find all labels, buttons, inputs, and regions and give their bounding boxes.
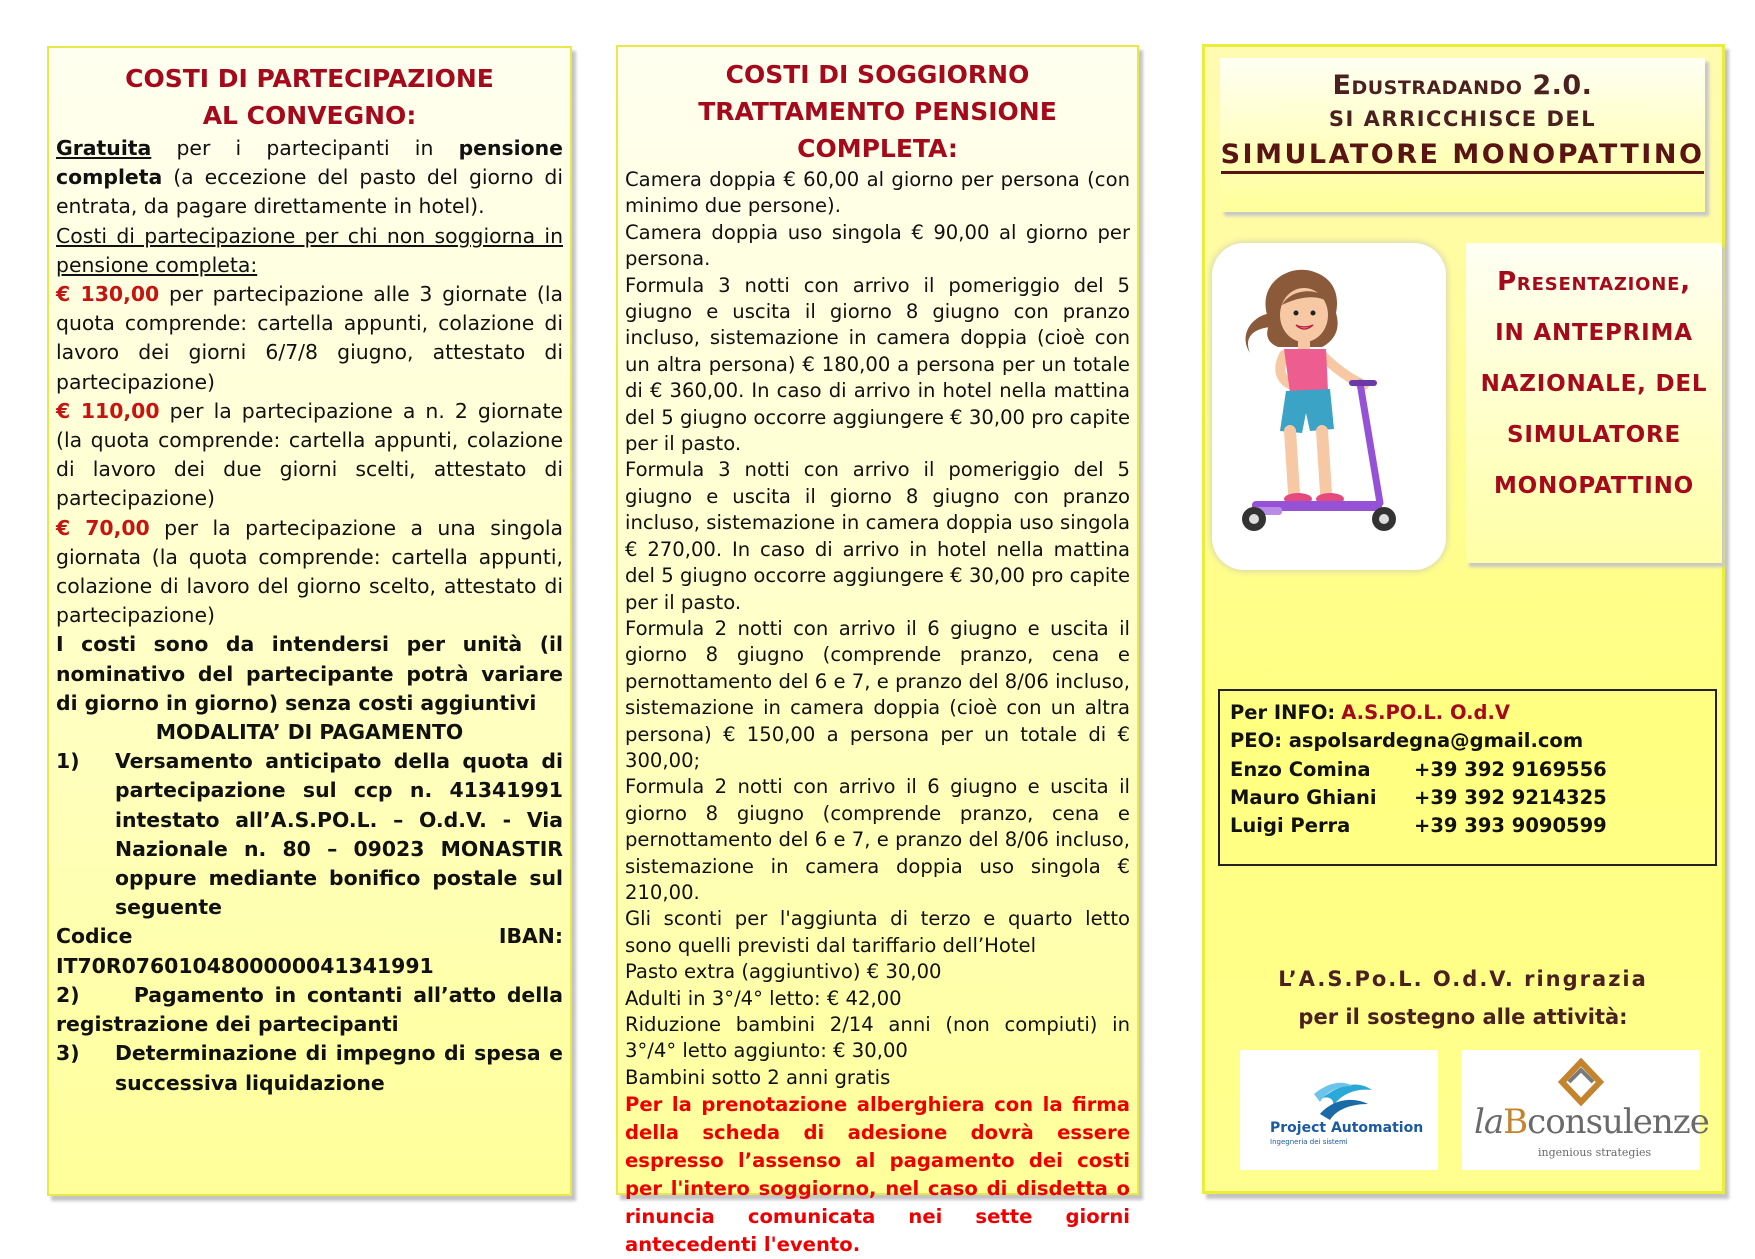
labconsulenze-logo[interactable]	[1462, 1050, 1709, 1170]
title-simulatore: SIMULATORE MONOPATTINO	[1221, 139, 1705, 174]
paragraph-gratuita	[56, 134, 563, 222]
lodging-line: Formula 3 notti con arrivo il pomeriggio del 5 giugno e uscita il giorno 8 giugno con pranzo incluso, sistemazione in camera doppia (cioè con un altra persona) € 180,00 a persona per un totale di € 360,00. In caso di arrivo in hotel nella mattina del 5 giugno occorre aggiungere € 30,00 pro capite per il pasto.	[625, 273, 1130, 456]
contact-name: Luigi Perra	[1230, 814, 1351, 838]
contact-name: Mauro Ghiani	[1230, 785, 1377, 809]
lodging-line: Camera doppia € 60,00 al giorno per persona (con minimo due persone).	[625, 168, 1130, 218]
lodging-line: Riduzione bambini 2/14 anni (non compiuti) in 3°/4° letto aggiunto: € 30,00	[625, 1013, 1130, 1063]
thanks-text	[1213, 960, 1713, 1036]
price-description: per partecipazione alle 3 giornate (la quota comprende: cartella appunti, colazione di lavoro dei giorni 6/7/8 giugno, attestato di partecipazione)	[56, 282, 563, 394]
labconsulenze-diamond-icon	[1462, 1050, 1700, 1110]
lodging-line: Adulti in 3°/4° letto: € 42,00	[625, 986, 902, 1010]
info-line	[1230, 699, 1705, 727]
labconsulenze-name-c: consulenze	[1527, 1102, 1709, 1142]
iban-code: Codice IBAN: IT70R0760104800000041341991	[56, 924, 563, 978]
item-number: 3)	[56, 1041, 80, 1066]
panel-soggiorno	[616, 45, 1139, 1257]
heading-line-1: COSTI DI PARTECIPAZIONE	[125, 64, 494, 93]
thanks-line-2: per il sostegno alle attività:	[1298, 1005, 1628, 1029]
payment-item-2: 2) Pagamento in contanti all’atto della registrazione dei partecipanti	[56, 982, 571, 1037]
title-simulatore-wrap	[1220, 139, 1705, 174]
contact-phone[interactable]: +39 392 9214325	[1414, 785, 1607, 809]
contact-row	[1230, 784, 1705, 812]
price-value: € 130,00	[56, 282, 160, 307]
title-subtitle: SI ARRICCHISCE DEL	[1328, 107, 1597, 131]
peo-email[interactable]: PEO: aspolsardegna@gmail.com	[1230, 729, 1584, 753]
lodging-line: Formula 2 notti con arrivo il 6 giugno e uscita il giorno 8 giugno (comprende pranzo, cena e pernottamento del 6 e 7, e pranzo del 8/06 incluso, sistemazione in camera doppia uso singola € 210,00.	[625, 775, 1130, 904]
presentation-line: IN ANTEPRIMA	[1495, 320, 1693, 346]
info-label: Per INFO:	[1230, 701, 1336, 724]
price-2-days	[56, 397, 563, 514]
girl-scooter-icon	[1212, 243, 1446, 570]
gratuita-label: Gratuita	[56, 136, 152, 160]
price-description: per la partecipazione a una singola giornata (la quota comprende: cartella appunti, colazione di lavoro del giorno scelto, attestato di partecipazione)	[56, 515, 563, 628]
item-text: Determinazione di impegno di spesa e successiva liquidazione	[115, 1041, 563, 1095]
contact-phone[interactable]: +39 393 9090599	[1414, 814, 1607, 838]
gratuita-text-c: (a eccezione del pasto del giorno di entrata, da pagare direttamente in hotel).	[56, 165, 563, 219]
contact-phone[interactable]: +39 392 9169556	[1414, 757, 1607, 781]
heading-line-2: TRATTAMENTO PENSIONE COMPLETA:	[698, 97, 1057, 163]
heading-line-2: AL CONVEGNO:	[202, 101, 417, 130]
title-edustradando: Edustradando 2.0.	[1332, 70, 1593, 101]
lodging-line: Bambini sotto 2 anni gratis	[625, 1065, 891, 1089]
lodging-line: Camera doppia uso singola € 90,00 al giorno per persona.	[625, 220, 1130, 271]
project-automation-logo[interactable]	[1240, 1050, 1438, 1170]
item-number: 1)	[56, 749, 80, 774]
project-automation-swoosh-icon	[1240, 1050, 1438, 1170]
heading-costi-partecipazione	[56, 60, 563, 134]
lodging-list	[625, 167, 1130, 1091]
lodging-line: Formula 2 notti con arrivo il 6 giugno e uscita il giorno 8 giugno (comprende pranzo, cena e pernottamento del 6 e 7, e pranzo del 8/06 incluso, sistemazione in camera doppia (cioè con un altra persona) € 150,00 a persona per un totale di € 300,00;	[625, 616, 1130, 772]
contact-name: Enzo Comina	[1230, 757, 1371, 781]
contact-row	[1230, 756, 1705, 784]
paragraph-non-soggiorna: Costi di partecipazione per chi non soggiorna in pensione completa:	[56, 223, 563, 277]
presentation-line: Presentazione,	[1497, 267, 1691, 297]
item-text: Versamento anticipato della quota di partecipazione sul ccp n. 41341991 intestato all’A.S.PO.L. – O.d.V. - Via Nazionale n. 80 – 09023 MONASTIR oppure mediante bonifico postale sul seguente	[115, 749, 563, 920]
presentation-card	[1466, 243, 1722, 563]
payment-item-3	[56, 1039, 563, 1097]
panel-partecipazione	[47, 46, 572, 1196]
thanks-line-1: L’A.S.Po.L. O.d.V. ringrazia	[1278, 967, 1648, 991]
gratuita-text-b: pensione completa	[56, 136, 563, 190]
price-1-day	[56, 514, 563, 631]
price-value: € 110,00	[56, 398, 160, 423]
title-card	[1220, 58, 1705, 212]
lodging-line: Formula 3 notti con arrivo il pomeriggio del 5 giugno e uscita il giorno 8 giugno con pranzo incluso, sistemazione in camera doppia uso singola € 270,00. In caso di arrivo in hotel nella mattina del 5 giugno occorre aggiungere € 30,00 pro capite per il pasto.	[625, 458, 1130, 614]
heading-costi-soggiorno	[625, 56, 1130, 167]
labconsulenze-name-b: B	[1503, 1102, 1528, 1142]
labconsulenze-name	[1474, 1102, 1709, 1142]
labconsulenze-subtitle: ingenious strategies	[1538, 1146, 1652, 1159]
labconsulenze-name-a: la	[1474, 1102, 1504, 1142]
gratuita-text-a: per i partecipanti in	[151, 136, 459, 160]
lodging-line: Gli sconti per l'aggiunta di terzo e quarto letto sono quelli previsti dal tariffario dell’Hotel	[625, 907, 1130, 957]
info-org: A.S.PO.L. O.d.V	[1341, 701, 1510, 724]
info-box	[1218, 689, 1717, 866]
price-3-days	[56, 280, 563, 397]
price-description: per la partecipazione a n. 2 giornate (la quota comprende: cartella appunti, colazione di lavoro dei due giorni scelti, attestato di partecipazione)	[56, 398, 563, 511]
price-value: € 70,00	[56, 515, 150, 540]
contact-row	[1230, 812, 1705, 840]
heading-line-1: COSTI DI SOGGIORNO	[725, 60, 1030, 89]
costs-note: I costi sono da intendersi per unità (il nominativo del partecipante potrà variare di giorno in giorno) senza costi aggiuntivi	[56, 632, 563, 715]
presentation-text	[1466, 243, 1722, 512]
booking-warning: Per la prenotazione alberghiera con la firma della scheda di adesione dovrà essere espresso l’assenso al pagamento dei costi per l'intero soggiorno, nel caso di disdetta o rinuncia comunicata nei sette giorni antecedenti l'evento.	[625, 1093, 1130, 1257]
scooter-illustration	[1212, 243, 1446, 570]
presentation-line: NAZIONALE, DEL	[1480, 371, 1708, 397]
project-automation-name: Project Automation	[1270, 1120, 1424, 1136]
presentation-line: MONOPATTINO	[1493, 473, 1695, 499]
project-automation-subtitle: Ingegneria dei sistemi	[1270, 1138, 1348, 1146]
lodging-line: Pasto extra (aggiuntivo) € 30,00	[625, 960, 942, 984]
payment-item-1	[56, 747, 563, 922]
presentation-line: SIMULATORE	[1506, 422, 1682, 448]
payment-heading: MODALITA’ DI PAGAMENTO	[155, 720, 464, 745]
